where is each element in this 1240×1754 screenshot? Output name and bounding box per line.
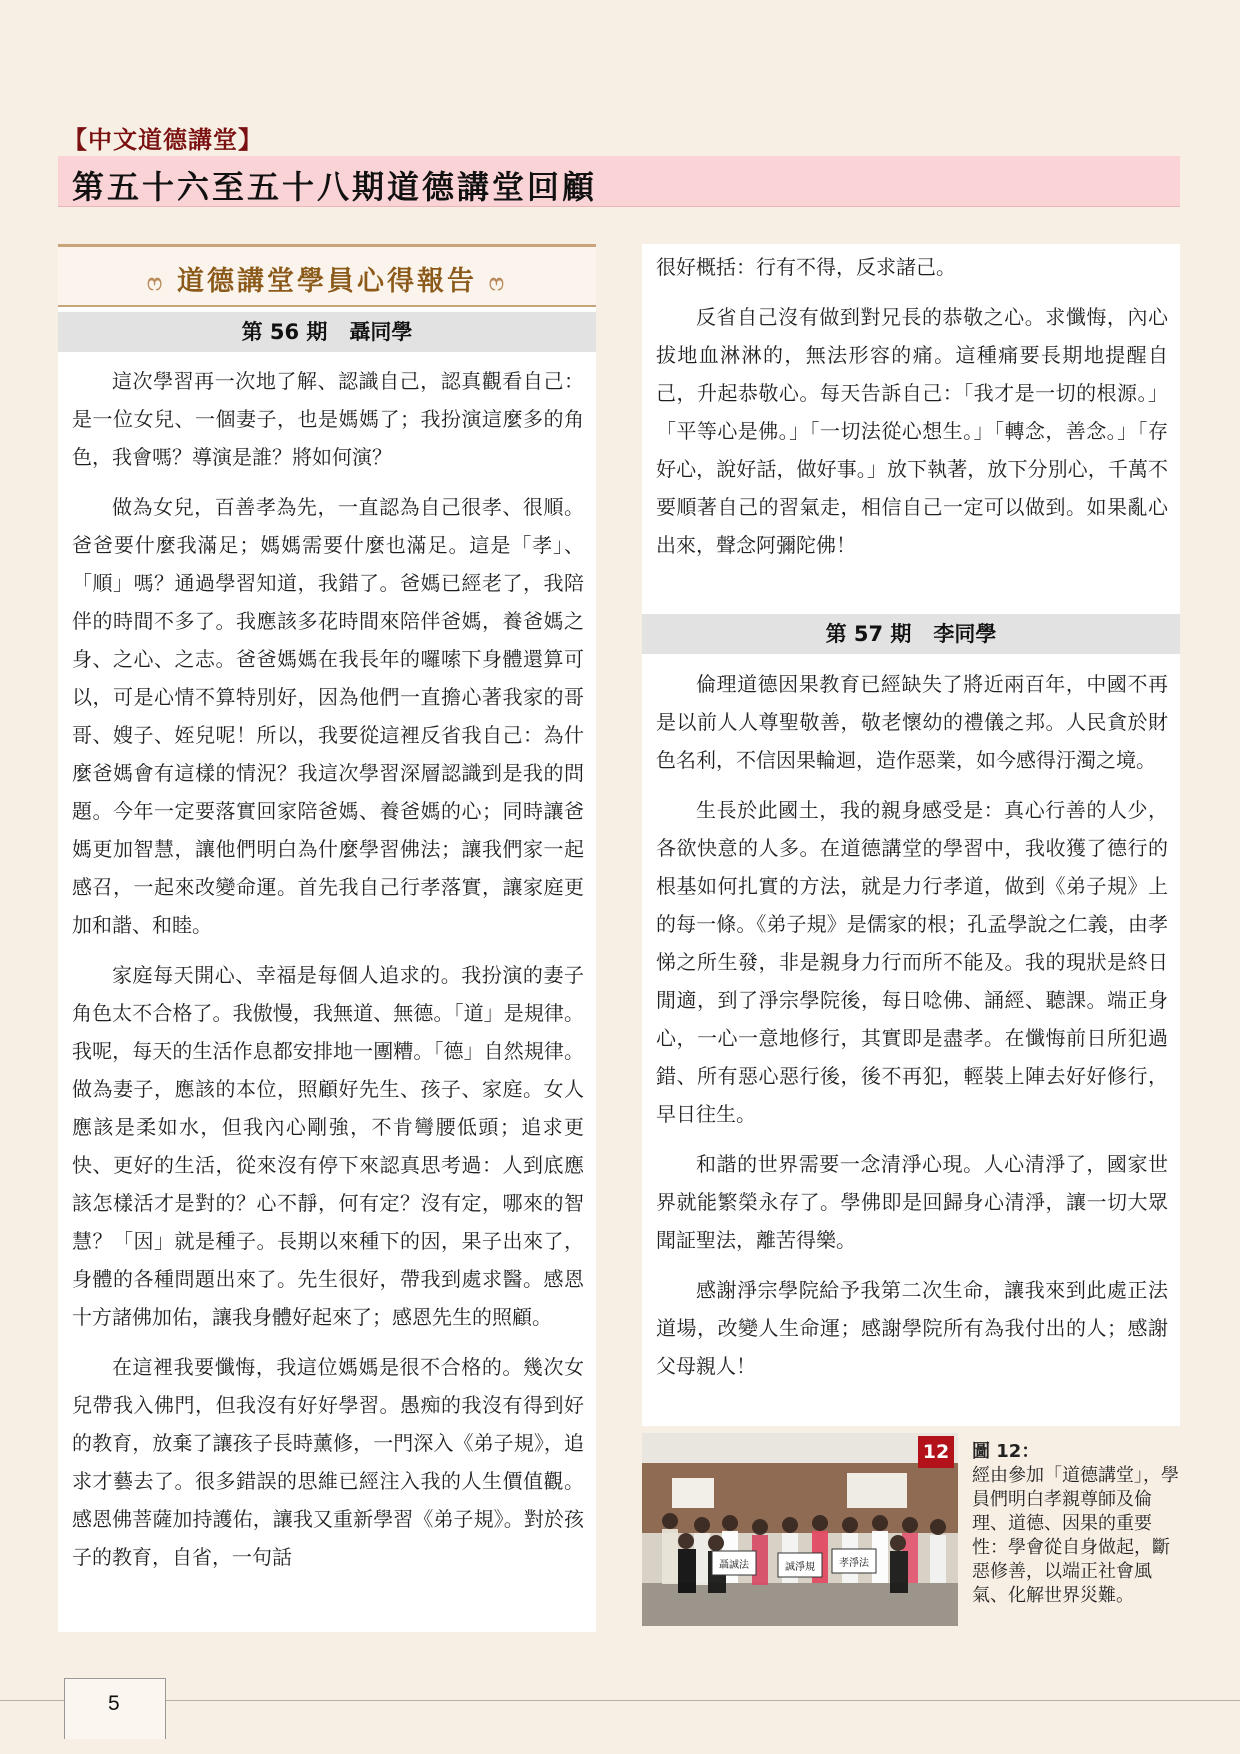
right-paragraph-3: 倫理道德因果教育已經缺失了將近兩百年，中國不再是以前人人尊聖敬善，敬老懷幼的禮儀之邦。人民貪於財色名利，不信因果輪迴，造作惡業，如今感得汙濁之境。: [656, 672, 1168, 772]
right-paragraph-1: 很好概括：行有不得，反求諸己。: [656, 255, 956, 279]
issue-56-number: 第 56 期: [241, 320, 328, 344]
issue-56-bar: [58, 312, 596, 352]
left-ornament-icon: ෆ: [147, 270, 165, 296]
left-paragraph-1: 這次學習再一次地了解、認識自己，認真觀看自己：是一位女兒、一個妻子，也是媽媽了；我扮演這麼多的角色，我會嗎？導演是誰？將如何演？: [72, 369, 584, 469]
page-title: 第五十六至五十八期道德講堂回顧: [72, 168, 598, 206]
title-bar: [58, 156, 1180, 207]
issue-57-student: 李同學: [933, 622, 997, 646]
issue-57-number: 第 57 期: [825, 622, 912, 646]
photo-sign-2: 誠淨規: [785, 1562, 815, 1573]
left-paragraph-3: 家庭每天開心、幸福是每個人追求的。我扮演的妻子角色太不合格了。我傲慢，我無道、無德。「道」是規律。我呢，每天的生活作息都安排地一團糟。「德」自然規律。做為妻子，應該的本位，照顧好先生、孩子、家庭。女人應該是柔如水，但我內心剛強，不肯彎腰低頭；追求更快、更好的生活，從來沒有停下來認真思考過：人到底應該怎樣活才是對的？心不靜，何有定？沒有定，哪來的智慧？「因」就是種子。長期以來種下的因，果子出來了，身體的各種問題出來了。先生很好，帶我到處求醫。感恩十方諸佛加佑，讓我身體好起來了；感恩先生的照顧。: [72, 963, 584, 1329]
group-photo: [642, 1433, 958, 1626]
figure-badge: 12: [918, 1436, 954, 1468]
right-article-bottom: [656, 665, 1168, 1397]
footer-rule: [0, 1700, 1240, 1701]
photo-sign-1: 聶誠法: [719, 1560, 749, 1571]
report-heading-text: 道德講堂學員心得報告: [177, 266, 477, 297]
section-tag: 【中文道德講堂】: [63, 125, 263, 154]
right-paragraph-4: 生長於此國土，我的親身感受是：真心行善的人少，各欲快意的人多。在道德講堂的學習中，我收獲了德行的根基如何扎實的方法，就是力行孝道，做到《弟子規》上的每一條。《弟子規》是儒家的根；孔孟學說之仁義，由孝悌之所生發，非是親身力行而所不能及。我的現狀是終日閒適，到了淨宗學院後，每日唸佛、誦經、聽課。端正身心，一心一意地修行，其實即是盡孝。在懺悔前日所犯過錯、所有惡心惡行後，後不再犯，輕裝上陣去好好修行，早日往生。: [656, 798, 1168, 1126]
left-article: [72, 362, 584, 1588]
right-paragraph-5: 和諧的世界需要一念清淨心現。人心清淨了，國家世界就能繁榮永存了。學佛即是回歸身心清淨，讓一切大眾聞証聖法，離苦得樂。: [656, 1152, 1168, 1252]
right-paragraph-2: 反省自己沒有做到對兄長的恭敬之心。求懺悔，內心拔地血淋淋的，無法形容的痛。這種痛要長期地提醒自己，升起恭敬心。每天告訴自己：「我才是一切的根源。」「平等心是佛。」「一切法從心想生。」「轉念，善念。」「存好心，說好話，做好事。」放下執著，放下分別心，千萬不要順著自己的習氣走，相信自己一定可以做到。如果亂心出來，聲念阿彌陀佛！: [656, 305, 1168, 557]
issue-57-bar: [642, 614, 1180, 654]
report-heading: [58, 244, 596, 307]
figure-caption: [972, 1440, 1180, 1608]
figure-caption-text: 經由參加「道德講堂」，學員們明白孝親尊師及倫理、道德、因果的重要性：學會從自身做起，斷惡修善，以端正社會風氣、化解世界災難。: [972, 1465, 1179, 1606]
right-ornament-icon: ෆ: [489, 270, 507, 296]
figure-label: 圖 12：: [972, 1441, 1040, 1462]
left-paragraph-4: 在這裡我要懺悔，我這位媽媽是很不合格的。幾次女兒帶我入佛門，但我沒有好好學習。愚痴的我沒有得到好的教育，放棄了讓孩子長時薰修，一門深入《弟子規》，追求才藝去了。很多錯誤的思維已經注入我的人生價值觀。感恩佛菩薩加持護佑，讓我又重新學習《弟子規》。對於孩子的教育，自省，一句話: [72, 1355, 584, 1569]
photo-sign-3: 孝淨法: [839, 1558, 869, 1569]
right-article-top: [656, 248, 1168, 576]
right-paragraph-6: 感謝淨宗學院給予我第二次生命，讓我來到此處正法道場，改變人生命運；感謝學院所有為我付出的人；感謝父母親人！: [656, 1278, 1168, 1378]
issue-56-student: 聶同學: [349, 320, 413, 344]
page-number: 5: [108, 1692, 120, 1715]
left-paragraph-2: 做為女兒，百善孝為先，一直認為自己很孝、很順。爸爸要什麼我滿足；媽媽需要什麼也滿足。這是「孝」、「順」嗎？通過學習知道，我錯了。爸媽已經老了，我陪伴的時間不多了。我應該多花時間來陪伴爸媽，養爸媽之身、之心、之志。爸爸媽媽在我長年的囉嗦下身體還算可以，可是心情不算特別好，因為他們一直擔心著我家的哥哥、嫂子、姪兒呢！所以，我要從這裡反省我自己：為什麼爸媽會有這樣的情況？我這次學習深層認識到是我的問題。今年一定要落實回家陪爸媽、養爸媽的心；同時讓爸媽更加智慧，讓他們明白為什麼學習佛法；讓我們家一起感召，一起來改變命運。首先我自己行孝落實，讓家庭更加和諧、和睦。: [72, 495, 584, 937]
